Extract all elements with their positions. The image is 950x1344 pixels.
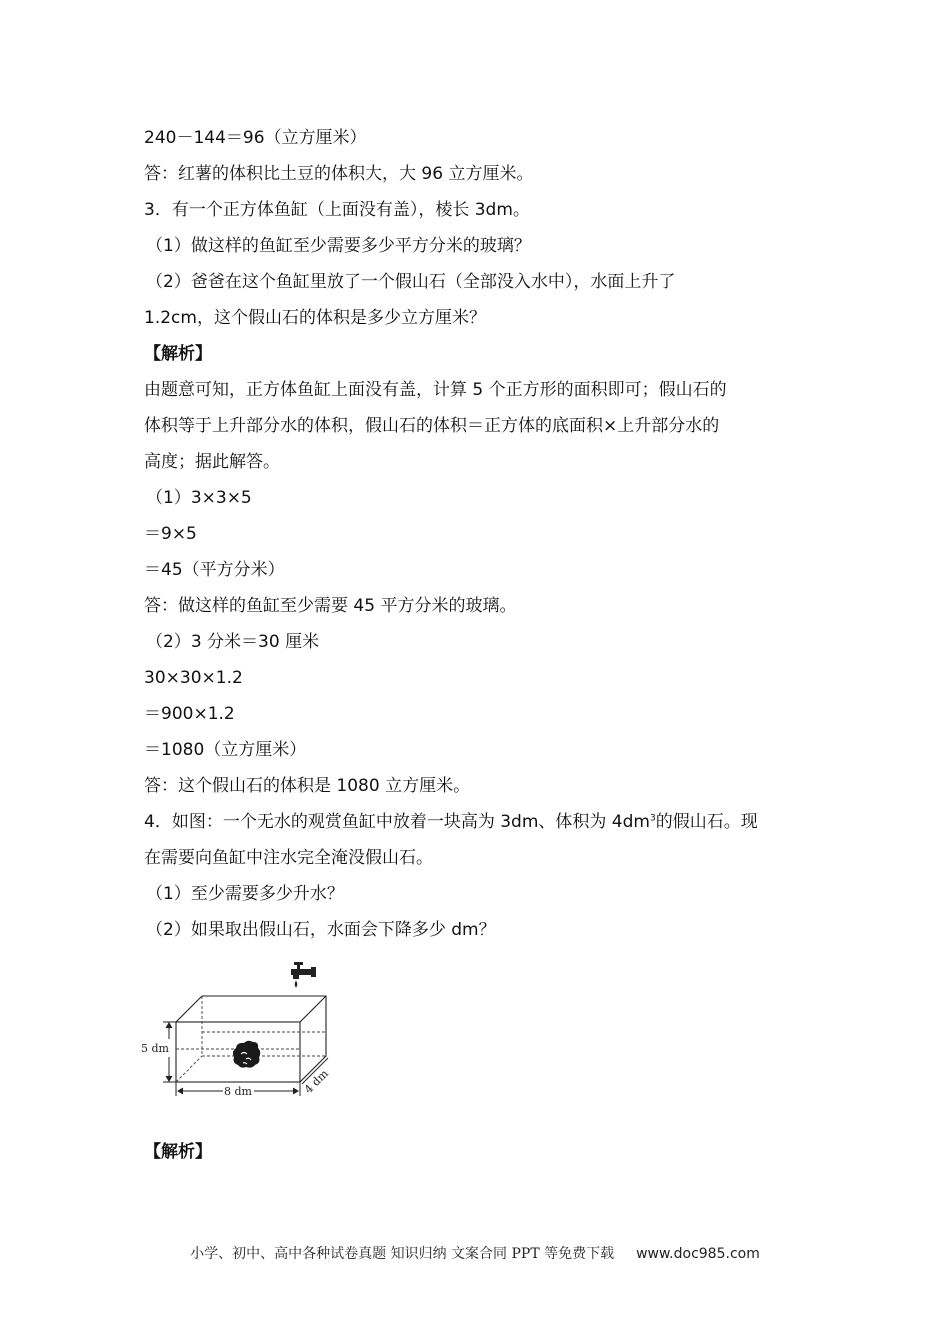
problem-3-title: 3．有一个正方体鱼缸（上面没有盖），棱长 3dm。: [144, 200, 530, 220]
length-label: 8 dm: [224, 1085, 252, 1098]
text-line: ＝900×1.2: [144, 704, 235, 724]
text-line: （2）3 分米＝30 厘米: [146, 632, 320, 652]
hidden-edges: [176, 996, 326, 1082]
analysis-heading: 【解析】: [144, 1142, 212, 1162]
faucet-icon: [291, 962, 316, 987]
problem-3-question-1: （1）做这样的鱼缸至少需要多少平方分米的玻璃？: [146, 236, 531, 256]
text-line: ＝9×5: [144, 524, 197, 544]
page-footer: [0, 1243, 950, 1263]
text-line: 240－144＝96（立方厘米）: [144, 128, 367, 148]
text-line: 由题意可知，正方体鱼缸上面没有盖，计算 5 个正方形的面积即可；假山石的: [144, 380, 727, 400]
footer-text: 小学、初中、高中各种试卷真题 知识归纳 文案合同 PPT 等免费下载: [190, 1246, 615, 1262]
problem-4-question-2: （2）如果取出假山石，水面会下降多少 dm？: [146, 920, 496, 940]
text-line: 1.2cm，这个假山石的体积是多少立方厘米？: [144, 308, 486, 328]
fish-tank-figure: [140, 958, 340, 1104]
problem-3-question-2: （2）爸爸在这个鱼缸里放了一个假山石（全部没入水中），水面上升了: [146, 272, 676, 292]
width-label: 4 dm: [301, 1067, 331, 1097]
text-line: 体积等于上升部分水的体积，假山石的体积＝正方体的底面积×上升部分水的: [144, 416, 720, 436]
answer-line: 答：这个假山石的体积是 1080 立方厘米。: [144, 776, 471, 796]
footer-link[interactable]: www.doc985.com: [636, 1246, 760, 1262]
tank-box: [176, 996, 326, 1082]
text-line: ＝45（平方分米）: [144, 560, 285, 580]
text-line: 30×30×1.2: [144, 668, 243, 688]
text-line: 在需要向鱼缸中注水完全淹没假山石。: [144, 848, 433, 868]
problem-4-question-1: （1）至少需要多少升水？: [146, 884, 344, 904]
problem-4-title: 4．如图：一个无水的观赏鱼缸中放着一块高为 3dm、体积为 $4dm^3$的假山石。现: [144, 812, 758, 832]
answer-line: 答：做这样的鱼缸至少需要 45 平方分米的玻璃。: [144, 596, 517, 616]
text-line: ＝1080（立方厘米）: [144, 740, 307, 760]
analysis-heading: 【解析】: [144, 344, 212, 364]
text-line: 高度；据此解答。: [144, 452, 280, 472]
text-line: 答：红薯的体积比土豆的体积大，大 96 立方厘米。: [144, 164, 534, 184]
rock-icon: [233, 1041, 260, 1068]
height-label: 5 dm: [141, 1042, 169, 1055]
text-line: （1）3×3×5: [146, 488, 252, 508]
